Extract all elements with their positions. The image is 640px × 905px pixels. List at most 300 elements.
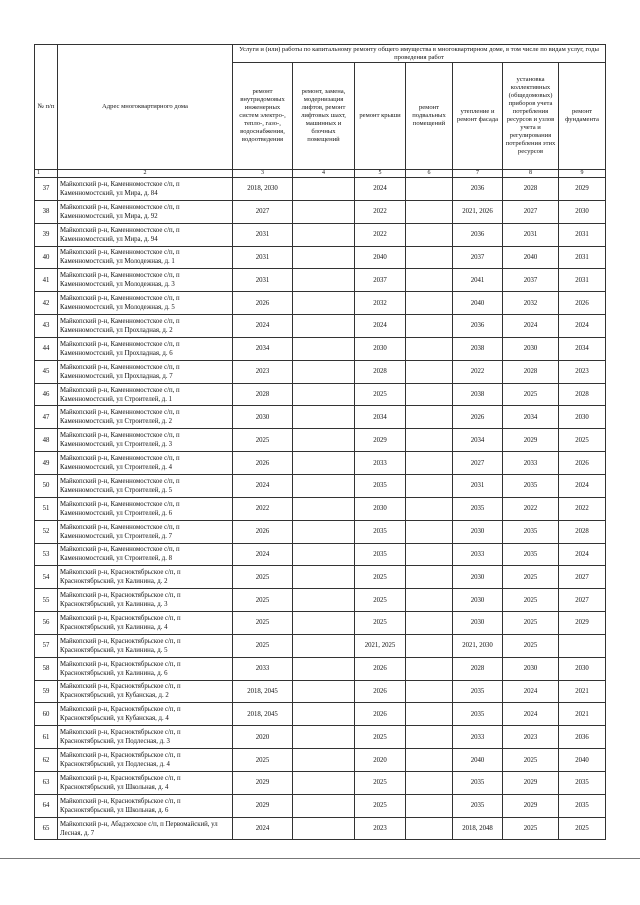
- basement-cell: [406, 589, 453, 612]
- foundation-cell: 2030: [559, 406, 606, 429]
- meters-cell: 2024: [503, 703, 559, 726]
- meters-cell: 2025: [503, 749, 559, 772]
- foundation-cell: 2028: [559, 520, 606, 543]
- facade-cell: 2033: [453, 726, 503, 749]
- roof-cell: 2030: [355, 337, 406, 360]
- foundation-cell: [559, 634, 606, 657]
- roof-cell: 2026: [355, 657, 406, 680]
- row-number: 51: [35, 497, 58, 520]
- facade-cell: 2027: [453, 452, 503, 475]
- basement-cell: [406, 383, 453, 406]
- basement-cell: [406, 520, 453, 543]
- header-col-basement: ремонт подвальных помещений: [406, 63, 453, 170]
- engineering-systems-cell: 2034: [233, 337, 293, 360]
- engineering-systems-cell: 2030: [233, 406, 293, 429]
- foundation-cell: 2034: [559, 337, 606, 360]
- table-row: [35, 178, 606, 201]
- row-number: 44: [35, 337, 58, 360]
- facade-cell: 2030: [453, 589, 503, 612]
- address-cell: Майкопский р-н, Каменномостское с/п, п Каменномостский, ул Прохладная, д. 2: [58, 315, 233, 338]
- elevators-cell: [293, 269, 355, 292]
- foundation-cell: 2024: [559, 543, 606, 566]
- roof-cell: 2028: [355, 360, 406, 383]
- elevators-cell: [293, 178, 355, 201]
- meters-cell: 2033: [503, 452, 559, 475]
- elevators-cell: [293, 703, 355, 726]
- address-cell: Майкопский р-н, Каменномостское с/п, п Каменномостский, ул Молодежная, д. 3: [58, 269, 233, 292]
- table-row: [35, 292, 606, 315]
- column-number-row: [35, 170, 606, 178]
- elevators-cell: [293, 726, 355, 749]
- header-col-meters: установка коллективных (общедомовых) приборов учета потребления ресурсов и узлов учета и регулирования потребления этих ресурсов: [503, 63, 559, 170]
- table-row: [35, 223, 606, 246]
- engineering-systems-cell: 2027: [233, 200, 293, 223]
- foundation-cell: 2022: [559, 497, 606, 520]
- table-row: [35, 360, 606, 383]
- elevators-cell: [293, 794, 355, 817]
- address-cell: Майкопский р-н, Красноктябрьское с/п, п Красноктябрьский, ул Подлесная, д. 3: [58, 726, 233, 749]
- meters-cell: 2025: [503, 566, 559, 589]
- address-cell: Майкопский р-н, Каменномостское с/п, п Каменномостский, ул Прохладная, д. 7: [58, 360, 233, 383]
- roof-cell: 2022: [355, 223, 406, 246]
- engineering-systems-cell: 2029: [233, 794, 293, 817]
- elevators-cell: [293, 771, 355, 794]
- facade-cell: 2036: [453, 178, 503, 201]
- column-number: 4: [293, 170, 355, 178]
- basement-cell: [406, 315, 453, 338]
- address-cell: Майкопский р-н, Каменномостское с/п, п Каменномостский, ул Прохладная, д. 6: [58, 337, 233, 360]
- page-bottom-rule: [0, 858, 640, 859]
- engineering-systems-cell: 2022: [233, 497, 293, 520]
- engineering-systems-cell: 2024: [233, 315, 293, 338]
- meters-cell: 2035: [503, 474, 559, 497]
- elevators-cell: [293, 383, 355, 406]
- address-cell: Майкопский р-н, Каменномостское с/п, п Каменномостский, ул Мира, д. 84: [58, 178, 233, 201]
- facade-cell: 2040: [453, 292, 503, 315]
- meters-cell: 2025: [503, 383, 559, 406]
- foundation-cell: 2029: [559, 178, 606, 201]
- basement-cell: [406, 452, 453, 475]
- elevators-cell: [293, 292, 355, 315]
- engineering-systems-cell: 2028: [233, 383, 293, 406]
- meters-cell: 2024: [503, 680, 559, 703]
- foundation-cell: 2025: [559, 817, 606, 840]
- facade-cell: 2028: [453, 657, 503, 680]
- engineering-systems-cell: 2025: [233, 589, 293, 612]
- foundation-cell: 2021: [559, 703, 606, 726]
- foundation-cell: 2030: [559, 657, 606, 680]
- basement-cell: [406, 474, 453, 497]
- column-number: 7: [453, 170, 503, 178]
- roof-cell: 2026: [355, 680, 406, 703]
- table-row: [35, 543, 606, 566]
- foundation-cell: 2026: [559, 292, 606, 315]
- meters-cell: 2025: [503, 589, 559, 612]
- engineering-systems-cell: 2024: [233, 817, 293, 840]
- table-row: [35, 383, 606, 406]
- basement-cell: [406, 749, 453, 772]
- column-number: 6: [406, 170, 453, 178]
- engineering-systems-cell: 2025: [233, 749, 293, 772]
- basement-cell: [406, 200, 453, 223]
- meters-cell: 2029: [503, 429, 559, 452]
- basement-cell: [406, 223, 453, 246]
- elevators-cell: [293, 520, 355, 543]
- header-col-roof: ремонт крыши: [355, 63, 406, 170]
- facade-cell: 2030: [453, 612, 503, 635]
- facade-cell: 2035: [453, 794, 503, 817]
- address-cell: Майкопский р-н, Красноктябрьское с/п, п Красноктябрьский, ул Школьная, д. 6: [58, 794, 233, 817]
- foundation-cell: 2030: [559, 200, 606, 223]
- roof-cell: 2024: [355, 178, 406, 201]
- roof-cell: 2022: [355, 200, 406, 223]
- table-row: [35, 589, 606, 612]
- roof-cell: 2021, 2025: [355, 634, 406, 657]
- basement-cell: [406, 657, 453, 680]
- elevators-cell: [293, 474, 355, 497]
- engineering-systems-cell: 2018, 2045: [233, 680, 293, 703]
- address-cell: Майкопский р-н, Красноктябрьское с/п, п Красноктябрьский, ул Калинина, д. 6: [58, 657, 233, 680]
- elevators-cell: [293, 657, 355, 680]
- address-cell: Майкопский р-н, Каменномостское с/п, п Каменномостский, ул Мира, д. 92: [58, 200, 233, 223]
- foundation-cell: 2036: [559, 726, 606, 749]
- meters-cell: 2030: [503, 657, 559, 680]
- row-number: 52: [35, 520, 58, 543]
- header-col-elevators: ремонт, замена, модернизация лифтов, ремонт лифтовых шахт, машинных и блочных помещений: [293, 63, 355, 170]
- address-cell: Майкопский р-н, Каменномостское с/п, п Каменномостский, ул Молодежная, д. 5: [58, 292, 233, 315]
- meters-cell: 2028: [503, 360, 559, 383]
- table-row: [35, 726, 606, 749]
- facade-cell: 2037: [453, 246, 503, 269]
- facade-cell: 2018, 2048: [453, 817, 503, 840]
- roof-cell: 2025: [355, 589, 406, 612]
- facade-cell: 2036: [453, 223, 503, 246]
- address-cell: Майкопский р-н, Красноктябрьское с/п, п Красноктябрьский, ул Школьная, д. 4: [58, 771, 233, 794]
- row-number: 58: [35, 657, 58, 680]
- address-cell: Майкопский р-н, Красноктябрьское с/п, п Красноктябрьский, ул Кубанская, д. 4: [58, 703, 233, 726]
- row-number: 62: [35, 749, 58, 772]
- address-cell: Майкопский р-н, Красноктябрьское с/п, п Красноктябрьский, ул Калинина, д. 4: [58, 612, 233, 635]
- elevators-cell: [293, 589, 355, 612]
- column-number: 9: [559, 170, 606, 178]
- foundation-cell: 2021: [559, 680, 606, 703]
- row-number: 43: [35, 315, 58, 338]
- facade-cell: 2041: [453, 269, 503, 292]
- facade-cell: 2022: [453, 360, 503, 383]
- foundation-cell: 2024: [559, 315, 606, 338]
- engineering-systems-cell: 2025: [233, 429, 293, 452]
- basement-cell: [406, 771, 453, 794]
- engineering-systems-cell: 2026: [233, 520, 293, 543]
- meters-cell: 2022: [503, 497, 559, 520]
- meters-cell: 2029: [503, 794, 559, 817]
- engineering-systems-cell: 2025: [233, 612, 293, 635]
- facade-cell: 2021, 2030: [453, 634, 503, 657]
- basement-cell: [406, 634, 453, 657]
- table-row: [35, 612, 606, 635]
- table-row: [35, 520, 606, 543]
- header-col-address: Адрес многоквартирного дома: [58, 45, 233, 170]
- elevators-cell: [293, 337, 355, 360]
- row-number: 64: [35, 794, 58, 817]
- roof-cell: 2037: [355, 269, 406, 292]
- engineering-systems-cell: 2018, 2045: [233, 703, 293, 726]
- engineering-systems-cell: 2031: [233, 246, 293, 269]
- table-row: [35, 406, 606, 429]
- roof-cell: 2025: [355, 794, 406, 817]
- address-cell: Майкопский р-н, Красноктябрьское с/п, п Красноктябрьский, ул Подлесная, д. 4: [58, 749, 233, 772]
- table-row: [35, 429, 606, 452]
- row-number: 56: [35, 612, 58, 635]
- facade-cell: 2035: [453, 680, 503, 703]
- row-number: 48: [35, 429, 58, 452]
- foundation-cell: 2027: [559, 566, 606, 589]
- elevators-cell: [293, 497, 355, 520]
- address-cell: Майкопский р-н, Каменномостское с/п, п Каменномостский, ул Мира, д. 94: [58, 223, 233, 246]
- column-number: 5: [355, 170, 406, 178]
- facade-cell: 2035: [453, 497, 503, 520]
- address-cell: Майкопский р-н, Красноктябрьское с/п, п Красноктябрьский, ул Калинина, д. 3: [58, 589, 233, 612]
- meters-cell: 2040: [503, 246, 559, 269]
- engineering-systems-cell: 2020: [233, 726, 293, 749]
- roof-cell: 2025: [355, 726, 406, 749]
- elevators-cell: [293, 246, 355, 269]
- foundation-cell: 2027: [559, 589, 606, 612]
- table-row: [35, 749, 606, 772]
- foundation-cell: 2031: [559, 223, 606, 246]
- roof-cell: 2035: [355, 474, 406, 497]
- engineering-systems-cell: 2029: [233, 771, 293, 794]
- facade-cell: 2040: [453, 749, 503, 772]
- column-number: 3: [233, 170, 293, 178]
- roof-cell: 2035: [355, 543, 406, 566]
- elevators-cell: [293, 634, 355, 657]
- elevators-cell: [293, 543, 355, 566]
- repair-schedule-table: [34, 44, 606, 840]
- row-number: 54: [35, 566, 58, 589]
- header-col-engineering-systems: ремонт внутридомовых инженерных систем электро-, тепло-, газо-, водоснабжения, водоотведения: [233, 63, 293, 170]
- basement-cell: [406, 406, 453, 429]
- row-number: 40: [35, 246, 58, 269]
- elevators-cell: [293, 566, 355, 589]
- row-number: 65: [35, 817, 58, 840]
- roof-cell: 2035: [355, 520, 406, 543]
- row-number: 45: [35, 360, 58, 383]
- meters-cell: 2025: [503, 634, 559, 657]
- foundation-cell: 2040: [559, 749, 606, 772]
- address-cell: Майкопский р-н, Каменномостское с/п, п Каменномостский, ул Строителей, д. 7: [58, 520, 233, 543]
- table-row: [35, 634, 606, 657]
- table-row: [35, 566, 606, 589]
- engineering-systems-cell: 2033: [233, 657, 293, 680]
- elevators-cell: [293, 223, 355, 246]
- elevators-cell: [293, 612, 355, 635]
- address-cell: Майкопский р-н, Абадзехское с/п, п Первомайский, ул Лесная, д. 7: [58, 817, 233, 840]
- address-cell: Майкопский р-н, Красноктябрьское с/п, п Красноктябрьский, ул Калинина, д. 2: [58, 566, 233, 589]
- engineering-systems-cell: 2024: [233, 543, 293, 566]
- meters-cell: 2034: [503, 406, 559, 429]
- header-group-title: Услуги и (или) работы по капитальному ремонту общего имущества в многоквартирном доме, в том числе по видам услуг, годы проведения работ: [233, 45, 606, 63]
- elevators-cell: [293, 200, 355, 223]
- basement-cell: [406, 726, 453, 749]
- facade-cell: 2036: [453, 315, 503, 338]
- engineering-systems-cell: 2025: [233, 566, 293, 589]
- address-cell: Майкопский р-н, Каменномостское с/п, п Каменномостский, ул Строителей, д. 4: [58, 452, 233, 475]
- roof-cell: 2026: [355, 703, 406, 726]
- basement-cell: [406, 543, 453, 566]
- meters-cell: 2023: [503, 726, 559, 749]
- roof-cell: 2025: [355, 383, 406, 406]
- address-cell: Майкопский р-н, Каменномостское с/п, п Каменномостский, ул Молодежная, д. 1: [58, 246, 233, 269]
- facade-cell: 2030: [453, 520, 503, 543]
- table-row: [35, 817, 606, 840]
- elevators-cell: [293, 817, 355, 840]
- row-number: 59: [35, 680, 58, 703]
- elevators-cell: [293, 315, 355, 338]
- elevators-cell: [293, 429, 355, 452]
- meters-cell: 2035: [503, 543, 559, 566]
- basement-cell: [406, 794, 453, 817]
- engineering-systems-cell: 2031: [233, 223, 293, 246]
- roof-cell: 2040: [355, 246, 406, 269]
- roof-cell: 2025: [355, 612, 406, 635]
- table-row: [35, 474, 606, 497]
- row-number: 41: [35, 269, 58, 292]
- facade-cell: 2034: [453, 429, 503, 452]
- foundation-cell: 2035: [559, 794, 606, 817]
- basement-cell: [406, 337, 453, 360]
- row-number: 37: [35, 178, 58, 201]
- facade-cell: 2038: [453, 383, 503, 406]
- table-row: [35, 680, 606, 703]
- table-row: [35, 657, 606, 680]
- facade-cell: 2033: [453, 543, 503, 566]
- elevators-cell: [293, 406, 355, 429]
- column-number: 2: [58, 170, 233, 178]
- engineering-systems-cell: 2026: [233, 452, 293, 475]
- address-cell: Майкопский р-н, Каменномостское с/п, п Каменномостский, ул Строителей, д. 8: [58, 543, 233, 566]
- table-row: [35, 771, 606, 794]
- facade-cell: 2035: [453, 771, 503, 794]
- row-number: 53: [35, 543, 58, 566]
- foundation-cell: 2028: [559, 383, 606, 406]
- meters-cell: 2025: [503, 612, 559, 635]
- roof-cell: 2024: [355, 315, 406, 338]
- roof-cell: 2033: [355, 452, 406, 475]
- row-number: 63: [35, 771, 58, 794]
- header-col-facade: утепление и ремонт фасада: [453, 63, 503, 170]
- row-number: 38: [35, 200, 58, 223]
- roof-cell: 2029: [355, 429, 406, 452]
- engineering-systems-cell: 2025: [233, 634, 293, 657]
- table-row: [35, 200, 606, 223]
- elevators-cell: [293, 452, 355, 475]
- basement-cell: [406, 292, 453, 315]
- address-cell: Майкопский р-н, Каменномостское с/п, п Каменномостский, ул Строителей, д. 2: [58, 406, 233, 429]
- meters-cell: 2031: [503, 223, 559, 246]
- roof-cell: 2025: [355, 566, 406, 589]
- row-number: 61: [35, 726, 58, 749]
- meters-cell: 2027: [503, 200, 559, 223]
- roof-cell: 2034: [355, 406, 406, 429]
- row-number: 39: [35, 223, 58, 246]
- facade-cell: 2026: [453, 406, 503, 429]
- basement-cell: [406, 269, 453, 292]
- foundation-cell: 2029: [559, 612, 606, 635]
- basement-cell: [406, 497, 453, 520]
- foundation-cell: 2026: [559, 452, 606, 475]
- meters-cell: 2025: [503, 817, 559, 840]
- roof-cell: 2020: [355, 749, 406, 772]
- header-col-foundation: ремонт фундамента: [559, 63, 606, 170]
- row-number: 47: [35, 406, 58, 429]
- row-number: 50: [35, 474, 58, 497]
- meters-cell: 2029: [503, 771, 559, 794]
- foundation-cell: 2025: [559, 429, 606, 452]
- basement-cell: [406, 817, 453, 840]
- basement-cell: [406, 246, 453, 269]
- elevators-cell: [293, 680, 355, 703]
- facade-cell: 2031: [453, 474, 503, 497]
- header-col-number: № п/п: [35, 45, 58, 170]
- engineering-systems-cell: 2018, 2030: [233, 178, 293, 201]
- engineering-systems-cell: 2031: [233, 269, 293, 292]
- table-row: [35, 246, 606, 269]
- elevators-cell: [293, 749, 355, 772]
- engineering-systems-cell: 2024: [233, 474, 293, 497]
- table-row: [35, 452, 606, 475]
- table-row: [35, 269, 606, 292]
- roof-cell: 2023: [355, 817, 406, 840]
- foundation-cell: 2023: [559, 360, 606, 383]
- address-cell: Майкопский р-н, Красноктябрьское с/п, п Красноктябрьский, ул Калинина, д. 5: [58, 634, 233, 657]
- foundation-cell: 2031: [559, 269, 606, 292]
- foundation-cell: 2031: [559, 246, 606, 269]
- row-number: 55: [35, 589, 58, 612]
- basement-cell: [406, 429, 453, 452]
- meters-cell: 2032: [503, 292, 559, 315]
- engineering-systems-cell: 2023: [233, 360, 293, 383]
- elevators-cell: [293, 360, 355, 383]
- basement-cell: [406, 178, 453, 201]
- address-cell: Майкопский р-н, Каменномостское с/п, п Каменномостский, ул Строителей, д. 3: [58, 429, 233, 452]
- address-cell: Майкопский р-н, Каменномостское с/п, п Каменномостский, ул Строителей, д. 6: [58, 497, 233, 520]
- table-row: [35, 337, 606, 360]
- facade-cell: 2030: [453, 566, 503, 589]
- foundation-cell: 2024: [559, 474, 606, 497]
- table-row: [35, 497, 606, 520]
- table-row: [35, 794, 606, 817]
- row-number: 60: [35, 703, 58, 726]
- basement-cell: [406, 360, 453, 383]
- basement-cell: [406, 680, 453, 703]
- facade-cell: 2038: [453, 337, 503, 360]
- engineering-systems-cell: 2026: [233, 292, 293, 315]
- meters-cell: 2024: [503, 315, 559, 338]
- roof-cell: 2030: [355, 497, 406, 520]
- column-number: 1: [35, 170, 58, 178]
- row-number: 42: [35, 292, 58, 315]
- facade-cell: 2035: [453, 703, 503, 726]
- column-number: 8: [503, 170, 559, 178]
- row-number: 46: [35, 383, 58, 406]
- row-number: 49: [35, 452, 58, 475]
- meters-cell: 2035: [503, 520, 559, 543]
- basement-cell: [406, 703, 453, 726]
- table-row: [35, 703, 606, 726]
- foundation-cell: 2035: [559, 771, 606, 794]
- row-number: 57: [35, 634, 58, 657]
